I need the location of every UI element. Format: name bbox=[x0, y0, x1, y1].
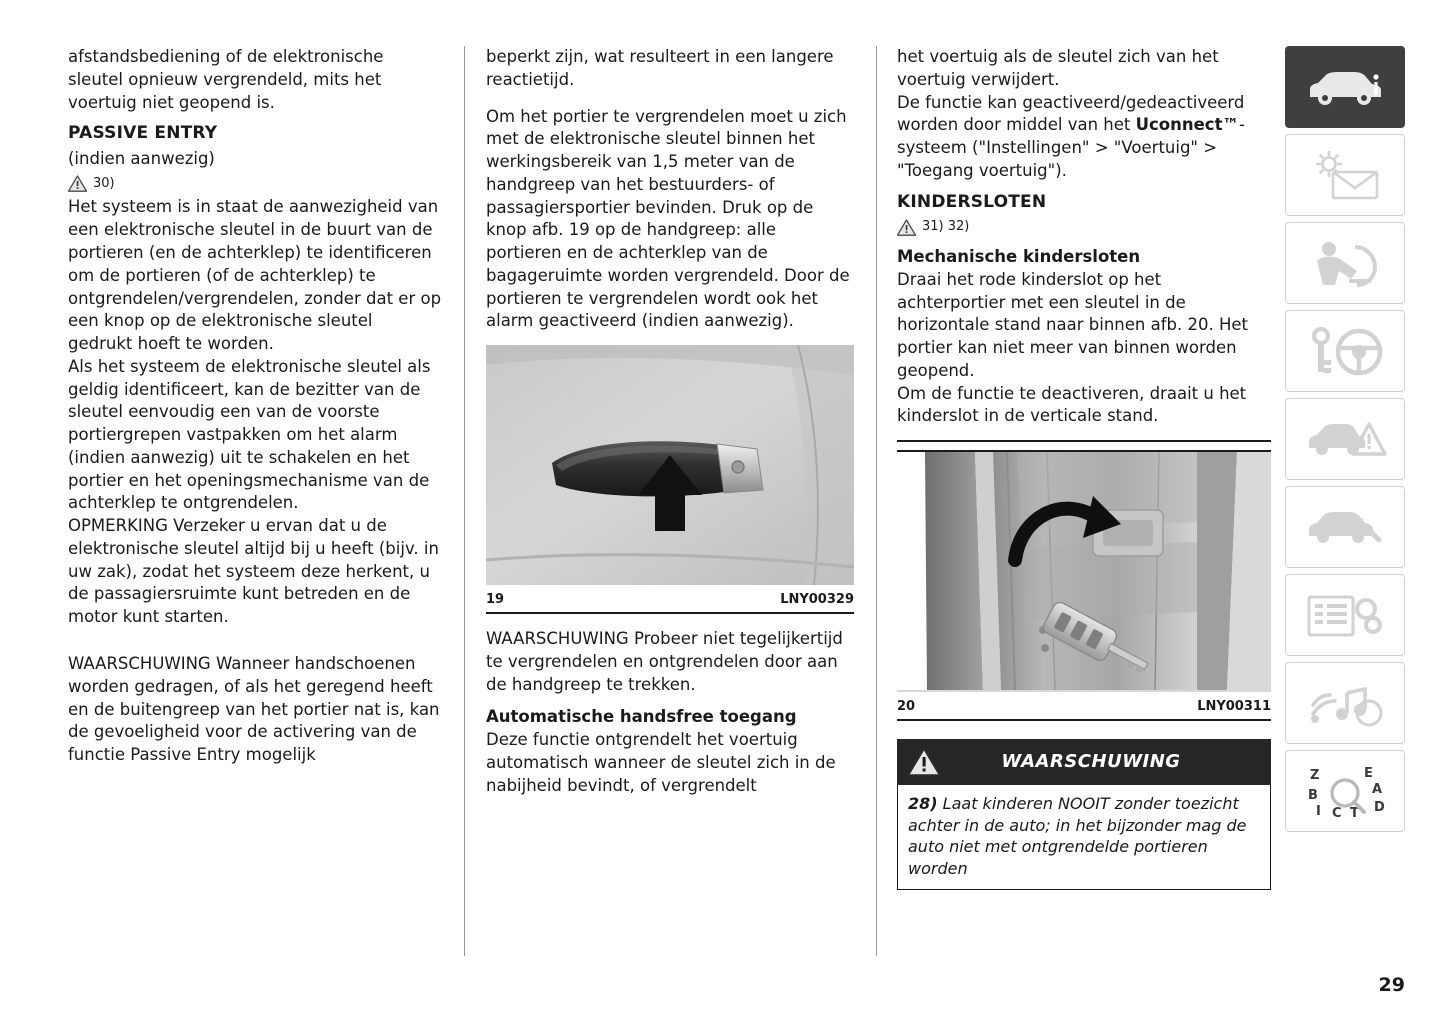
column-divider-1 bbox=[464, 46, 465, 956]
svg-text:E: E bbox=[1364, 766, 1373, 781]
svg-text:B: B bbox=[1308, 788, 1318, 803]
figure-19-code: LNY00329 bbox=[780, 592, 854, 608]
svg-text:Z: Z bbox=[1310, 768, 1320, 783]
figure-19-caption bbox=[486, 591, 854, 614]
paragraph-2-3: WAARSCHUWING Probeer niet tegelijkertijd te vergrendelen en ontgrendelen door aan de handgreep te trekken. bbox=[486, 629, 843, 694]
text-column-1 bbox=[68, 46, 442, 767]
sidebar-item-specifications[interactable] bbox=[1285, 574, 1405, 656]
paragraph-1-3: OPMERKING Verzeker u ervan dat u de elektronische sleutel altijd bij u heeft (bijv. in uw zak), zodat het systeem deze herkent, u de passagiersruimte kunt betreden en de motor kunt starten. bbox=[68, 516, 439, 627]
maintenance-icon bbox=[1303, 504, 1387, 550]
figure-19 bbox=[486, 345, 854, 614]
paragraph-3-2-prefix: De functie kan geactiveerd/gedeactiveerd worden door middel van het bbox=[897, 92, 1245, 135]
paragraph-intro: afstandsbediening of de elektronische sleutel opnieuw vergrendeld, mits het voertuig niet geopend is. bbox=[68, 47, 384, 112]
paragraph-3-4: Om de functie te deactiveren, draait u het kinderslot in de verticale stand. bbox=[897, 383, 1247, 426]
page-number: 29 bbox=[1378, 974, 1405, 996]
warning-item-text: Laat kinderen NOOIT zonder toezicht achter in de auto; in het bijzonder mag de auto niet met ontgrendelde portieren worden bbox=[908, 794, 1247, 878]
svg-text:D: D bbox=[1374, 800, 1385, 815]
paragraph-1-1: Het systeem is in staat de aanwezigheid van een elektronische sleutel in de buurt van de portieren (en de achterklep) te identificeren om de portieren (of de achterklep) te ontgrendelen/vergrendelen, zonder dat er op een knop op de elektronische sleutel gedrukt hoeft te worden. bbox=[68, 197, 442, 354]
subnote-indien-aanwezig: (indien aanwezig) bbox=[68, 148, 215, 168]
text-column-3 bbox=[897, 46, 1271, 890]
warning-reference-label: 31) 32) bbox=[922, 219, 970, 235]
starting-driving-icon bbox=[1303, 326, 1387, 376]
warning-triangle-icon bbox=[897, 747, 951, 777]
figure-20-image bbox=[897, 450, 1271, 692]
svg-text:T: T bbox=[1350, 806, 1359, 819]
figure-19-number: 19 bbox=[486, 592, 505, 608]
uconnect-brand: Uconnect™ bbox=[1135, 115, 1239, 135]
warning-item-number: 28) bbox=[908, 794, 938, 814]
safety-icon bbox=[1305, 237, 1385, 289]
paragraph-3-2 bbox=[897, 92, 1271, 183]
section-heading-passive-entry: PASSIVE ENTRY bbox=[68, 123, 218, 144]
text-column-2 bbox=[486, 46, 854, 797]
dashboard-warning-icon bbox=[1303, 150, 1387, 200]
warning-box-header bbox=[897, 739, 1271, 785]
chapter-tab-rail bbox=[1285, 46, 1405, 838]
paragraph-1-4: WAARSCHUWING Wanneer handschoenen worden gedragen, of als het geregend heeft en de buitengreep van het portier nat is, kan de gevoeligheid voor de activering van de functie Passive Entry mogelijk bbox=[68, 654, 440, 765]
paragraph-3-3: Draai het rode kinderslot op het achterportier met een sleutel in de horizontale stand naar binnen afb. 20. Het portier kan niet meer van binnen worden geopend. bbox=[897, 269, 1248, 380]
warning-reference-31-32 bbox=[897, 218, 1271, 236]
section-heading-kindersloten: KINDERSLOTEN bbox=[897, 191, 1047, 212]
svg-text:A: A bbox=[1372, 782, 1383, 797]
sidebar-item-starting-driving[interactable] bbox=[1285, 310, 1405, 392]
figure-20-code: LNY00311 bbox=[1197, 699, 1271, 715]
multimedia-icon bbox=[1303, 679, 1387, 727]
paragraph-2-4: Deze functie ontgrendelt het voertuig automatisch wanneer de sleutel zich in de nabijheid bevindt, of vergrendelt bbox=[486, 730, 836, 795]
figure-20 bbox=[897, 440, 1271, 721]
index-icon bbox=[1302, 763, 1388, 819]
sidebar-item-car-info[interactable] bbox=[1285, 46, 1405, 128]
sidebar-item-dashboard[interactable] bbox=[1285, 134, 1405, 216]
paragraph-2-1: beperkt zijn, wat resulteert in een langere reactietijd. bbox=[486, 47, 834, 89]
car-info-icon bbox=[1302, 63, 1388, 111]
svg-text:C: C bbox=[1332, 806, 1342, 819]
warning-box-title: WAARSCHUWING bbox=[1001, 750, 1181, 772]
paragraph-2-2: Om het portier te vergrendelen moet u zich met de elektronische sleutel binnen het werkingsbereik van 1,5 meter van de handgreep van het bestuurders- of passagiersportier bevinden. Druk op de knop afb. 19 op de handgreep: alle portieren en de achterklep van de bagageruimte worden vergrendeld. Door de portieren te vergrendelen wordt ook het alarm geactiveerd (indien aanwezig). bbox=[486, 106, 850, 331]
sidebar-item-index[interactable] bbox=[1285, 750, 1405, 832]
paragraph-3-1: het voertuig als de sleutel zich van het voertuig verwijdert. bbox=[897, 47, 1219, 89]
warning-box-body bbox=[897, 785, 1271, 890]
subheading-automatische-handsfree: Automatische handsfree toegang bbox=[486, 707, 797, 727]
warning-reference-label: 30) bbox=[93, 175, 115, 191]
warning-reference-30 bbox=[68, 175, 442, 193]
warning-triangle-icon bbox=[897, 219, 916, 236]
sidebar-item-emergency[interactable] bbox=[1285, 398, 1405, 480]
paragraph-3-2-suffix: -systeem ("Instellingen" > "Voertuig" > "Toegang voertuig"). bbox=[897, 115, 1245, 180]
figure-20-number: 20 bbox=[897, 699, 916, 715]
sidebar-item-multimedia[interactable] bbox=[1285, 662, 1405, 744]
paragraph-1-2: Als het systeem de elektronische sleutel als geldig identificeert, kan de bezitter van de sleutel eenvoudig een van de voorste portiergrepen vastpakken om het alarm (indien aanwezig) uit te schakelen en het portier en het openingsmechanisme van de achterklep te ontgrendelen. bbox=[68, 356, 431, 513]
specifications-icon bbox=[1303, 591, 1387, 639]
sidebar-item-safety[interactable] bbox=[1285, 222, 1405, 304]
column-divider-2 bbox=[876, 46, 877, 956]
warning-triangle-icon bbox=[68, 175, 87, 192]
subheading-mechanische-kindersloten: Mechanische kindersloten bbox=[897, 246, 1141, 266]
sidebar-item-maintenance[interactable] bbox=[1285, 486, 1405, 568]
figure-19-image bbox=[486, 345, 854, 585]
figure-20-caption bbox=[897, 698, 1271, 721]
emergency-icon bbox=[1303, 414, 1387, 464]
svg-text:I: I bbox=[1316, 804, 1321, 819]
